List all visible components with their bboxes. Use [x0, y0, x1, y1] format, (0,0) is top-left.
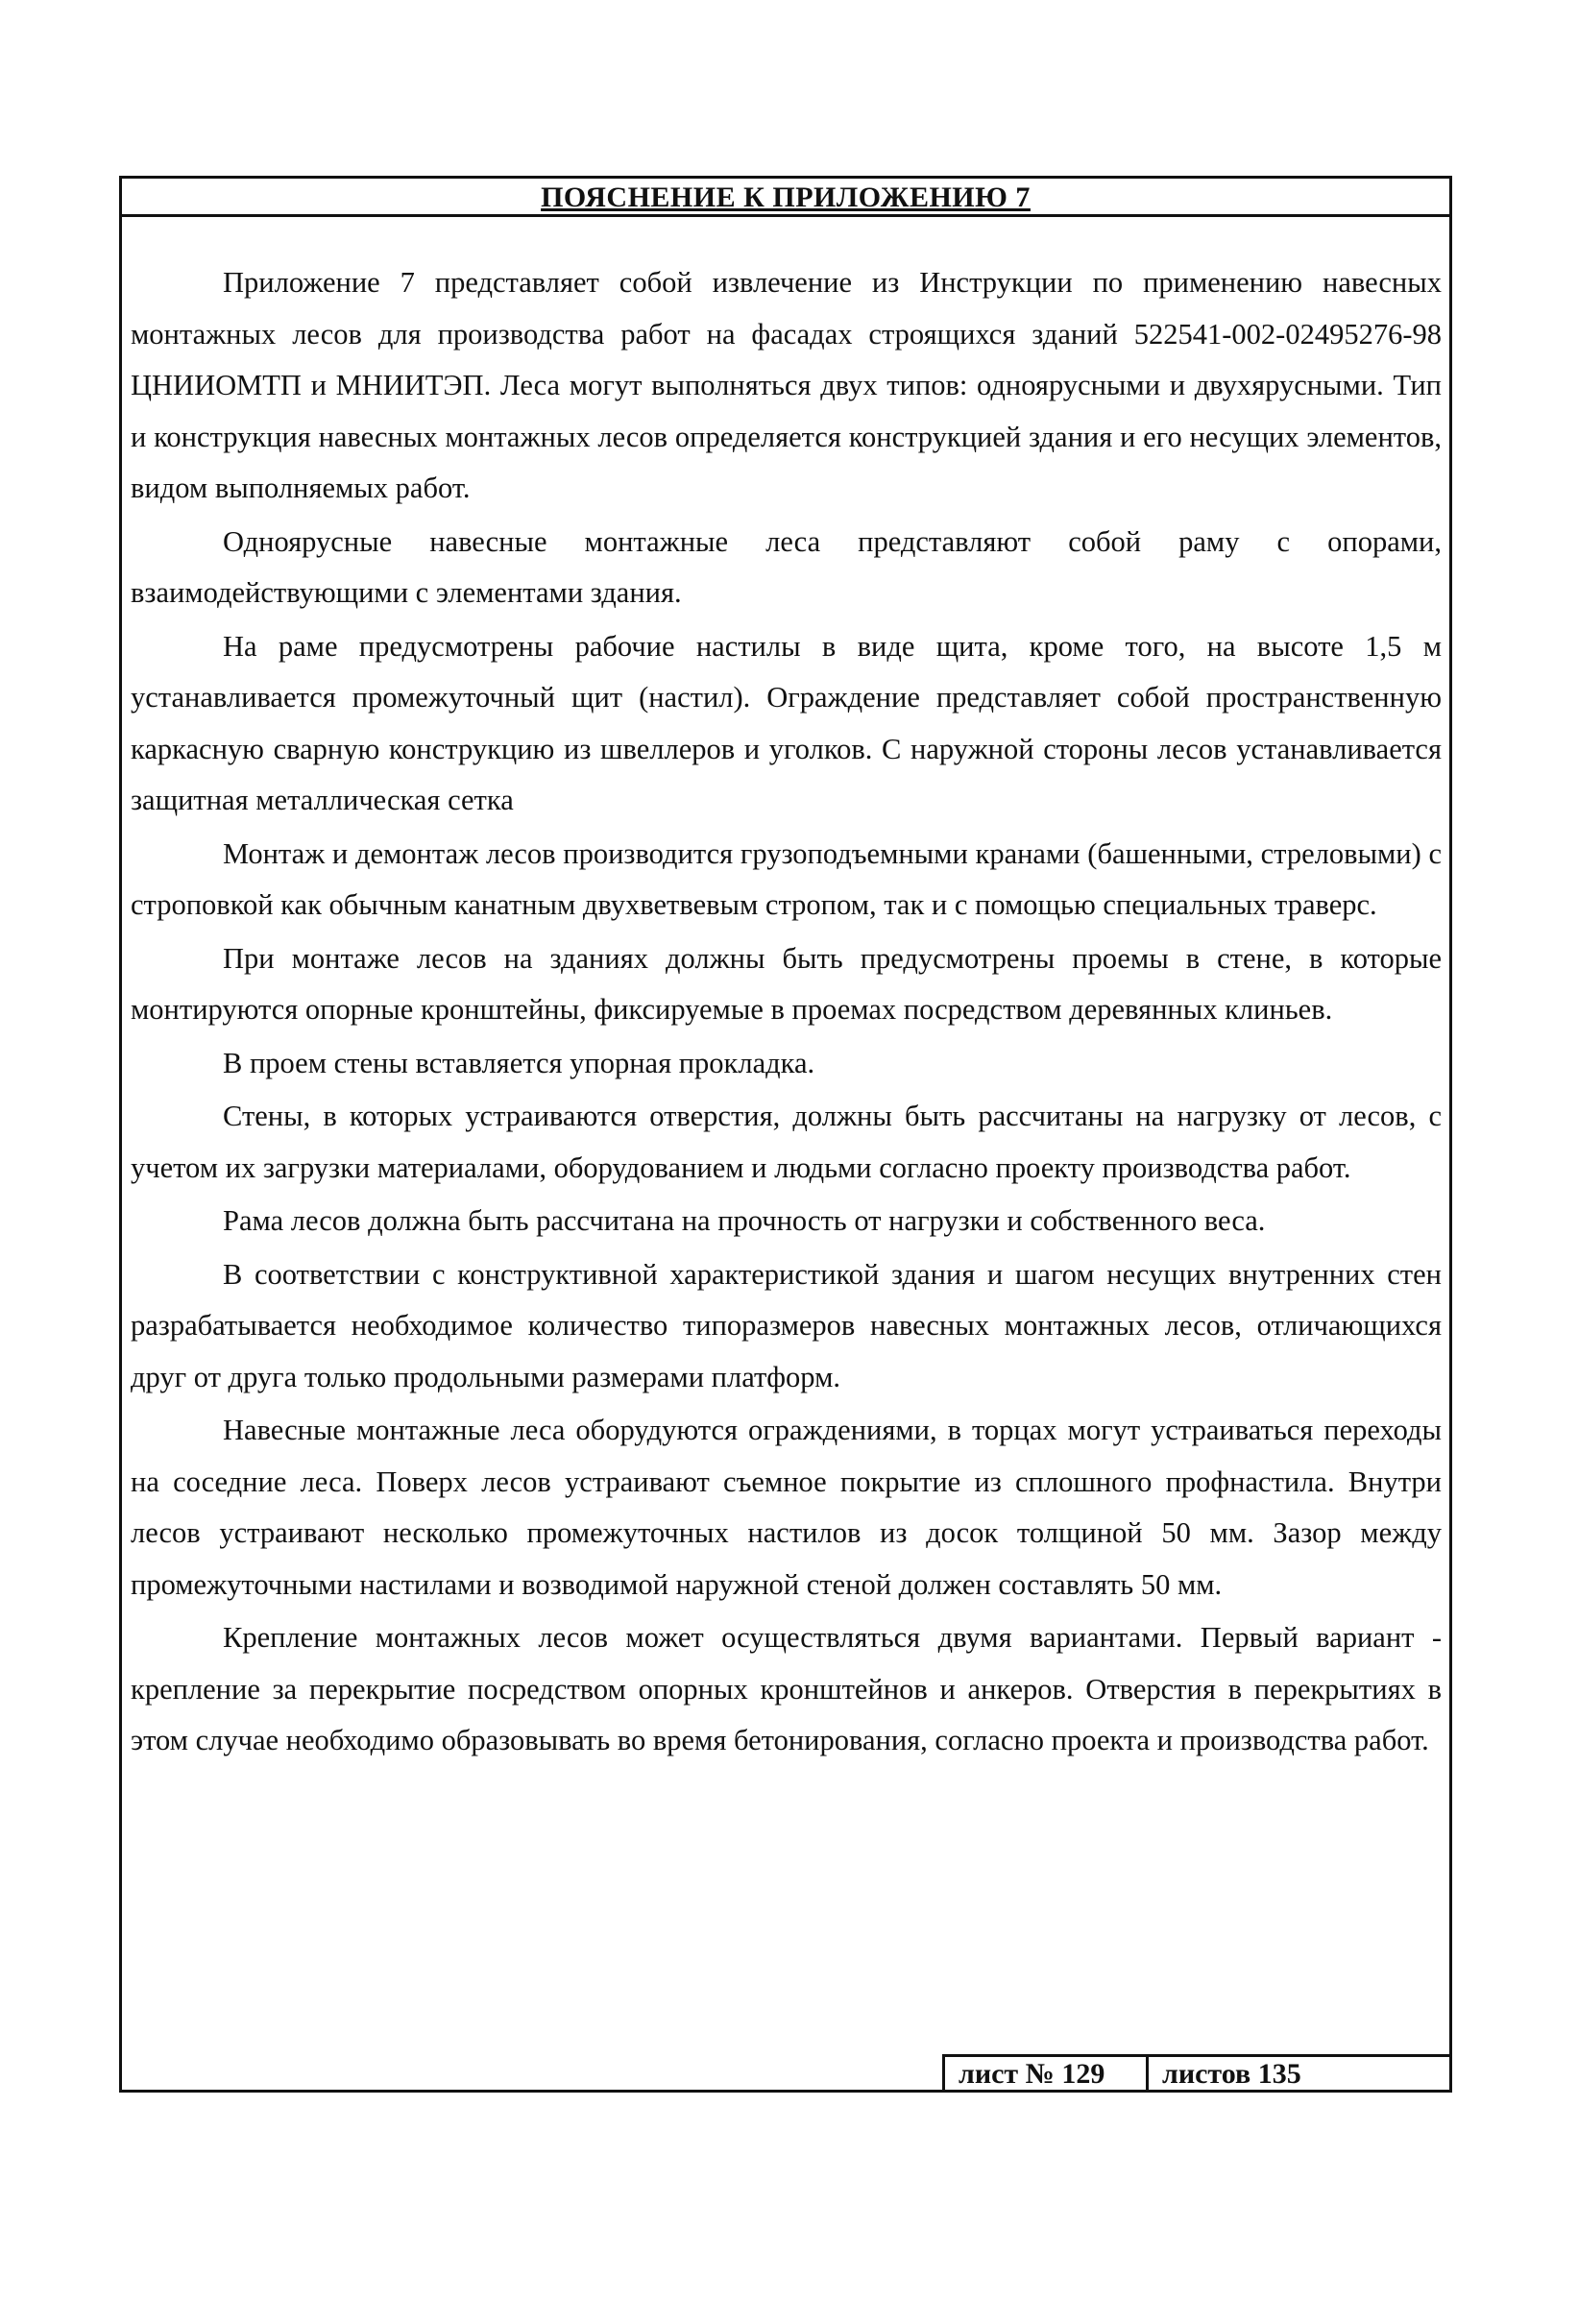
paragraph: В соответствии с конструктивной характеристикой здания и шагом несущих внутренних стен разрабатывается необходимое количество типоразмеров навесных монтажных лесов, отличающихся друг от друга только продольными размерами платформ. — [131, 1257, 1442, 1393]
paragraph: В проем стены вставляется упорная прокладка. — [223, 1046, 815, 1079]
paragraph: Стены, в которых устраиваются отверстия, должны быть рассчитаны на нагрузку от лесов, с учетом их загрузки материалами, оборудованием и людьми согласно проекту производства работ. — [131, 1100, 1442, 1184]
paragraph: Приложение 7 представляет собой извлечение из Инструкции по применению навесных монтажных лесов для производства работ на фасадах строящихся зданий 522541-002-02495276-98 ЦНИИОМТП и МНИИТЭП. Леса могут выполняться двух типов: одноярусными и двухярусными. Тип и конструкция навесных монтажных лесов определяется конструкцией здания и его несущих элементов, видом выполняемых работ. — [131, 266, 1442, 504]
sheets-total: листов 135 — [1162, 2058, 1301, 2090]
paragraph: Монтаж и демонтаж лесов производится грузоподъемными кранами (башенными, стреловыми) с строповкой как обычным канатным двухветвевым стропом, так и с помощью специальных траверс. — [131, 836, 1442, 921]
document-frame — [119, 176, 1452, 2093]
document-body — [122, 257, 1449, 1769]
title-bar — [122, 179, 1449, 217]
paragraph: Навесные монтажные леса оборудуются ограждениями, в торцах могут устраиваться переходы на соседние леса. Поверх лесов устраивают съемное покрытие из сплошного профнастила. Внутри лесов устраивают несколько промежуточных настилов из досок толщиной 50 мм. Зазор между промежуточными настилами и возводимой наружной стеной должен составлять 50 мм. — [131, 1414, 1442, 1601]
sheet-info-box — [942, 2054, 1452, 2093]
paragraph: При монтаже лесов на зданиях должны быть предусмотрены проемы в стене, в которые монтируются опорные кронштейны, фиксируемые в проемах посредством деревянных клиньев. — [131, 941, 1442, 1026]
paragraph: Рама лесов должна быть рассчитана на прочность от нагрузки и собственного веса. — [223, 1204, 1266, 1237]
sheet-number: лист № 129 — [945, 2057, 1149, 2090]
paragraph: Крепление монтажных лесов может осуществляться двумя вариантами. Первый вариант - крепление за перекрытие посредством опорных кронштейнов и анкеров. Отверстия в перекрытиях в этом случае необходимо образовывать во время бетонирования, согласно проекта и производства работ. — [131, 1621, 1442, 1756]
document-title: ПОЯСНЕНИЕ К ПРИЛОЖЕНИЮ 7 — [541, 182, 1031, 213]
paragraph: Одноярусные навесные монтажные леса представляют собой раму с опорами, взаимодействующими с элементами здания. — [131, 524, 1442, 609]
paragraph: На раме предусмотрены рабочие настилы в виде щита, кроме того, на высоте 1,5 м устанавливается промежуточный щит (настил). Ограждение представляет собой пространственную каркасную сварную конструкцию из швеллеров и уголков. С наружной стороны лесов устанавливается защитная металлическая сетка — [131, 629, 1442, 816]
